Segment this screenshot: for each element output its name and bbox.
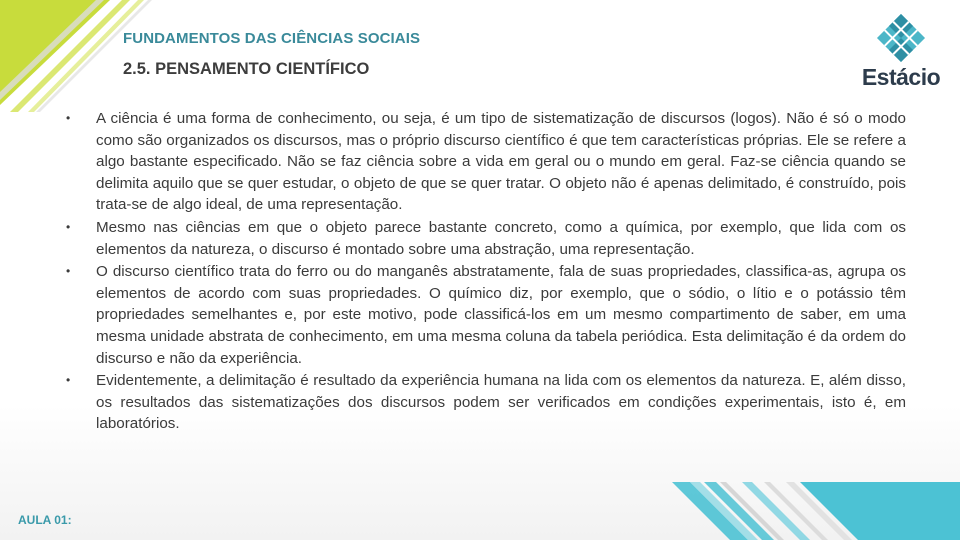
estacio-logo-icon [856, 14, 946, 64]
section-title: 2.5. PENSAMENTO CIENTÍFICO [123, 60, 370, 78]
bullet-item [60, 108, 906, 216]
bullet-item [60, 370, 906, 435]
bullet-marker: • [66, 219, 71, 234]
bullet-marker: • [66, 264, 71, 279]
logo-wordmark: Estácio [861, 64, 941, 90]
bullet-item [60, 261, 906, 369]
bullet-marker: • [66, 111, 71, 125]
lesson-label: AULA 01: [18, 513, 72, 527]
deco-cyan-band [800, 482, 960, 540]
estacio-logo [856, 14, 946, 94]
bullet-text: Mesmo nas ciências em que o objeto parece bastante concreto, como a química, por exemplo, que lida com os elementos da natureza, o discurso é montado sobre uma abstração, uma representação. [96, 218, 906, 258]
bullet-item [60, 217, 906, 260]
bullet-text: O discurso científico trata do ferro ou do manganês abstratamente, fala de suas propriedades, classifica-as, agrupa os elementos de acordo com suas propriedades. O químico diz, por exemplo, que o sódio, o lítio e o potássio têm propriedades semelhantes e, por este motivo, pode classificá-los em um mesmo compartimento de saber, em uma mesma unidade abstrata de conhecimento, em uma mesma coluna da tabela periódica. Esta delimitação é da ordem do discurso e não da experiência. [96, 263, 906, 367]
course-title: FUNDAMENTOS DAS CIÊNCIAS SOCIAIS [123, 30, 421, 47]
bullet-text: A ciência é uma forma de conhecimento, ou seja, é um tipo de sistematização de discursos (logos). Não é só o modo como são organizados os discursos, mas o próprio discurso científico é que tem características próprias. Ele se refere a algo bastante especificado. Não se faz ciência sobre a vida em geral ou o mundo em geral. Faz-se ciência quando se delimita aquilo que se quer estudar, o objeto de que se quer tratar. O objeto não é apenas delimitado, é construído, pois trata-se de algo ideal, de uma representação. [96, 110, 906, 214]
bullet-text: Evidentemente, a delimitação é resultado da experiência humana na lida com os elementos da natureza. E, além disso, os resultados das sistematizações dos discursos podem ser verificados em condições experimentais, isto é, em laboratórios. [96, 372, 906, 433]
bullet-list [60, 108, 906, 436]
bullet-marker: • [66, 373, 71, 388]
